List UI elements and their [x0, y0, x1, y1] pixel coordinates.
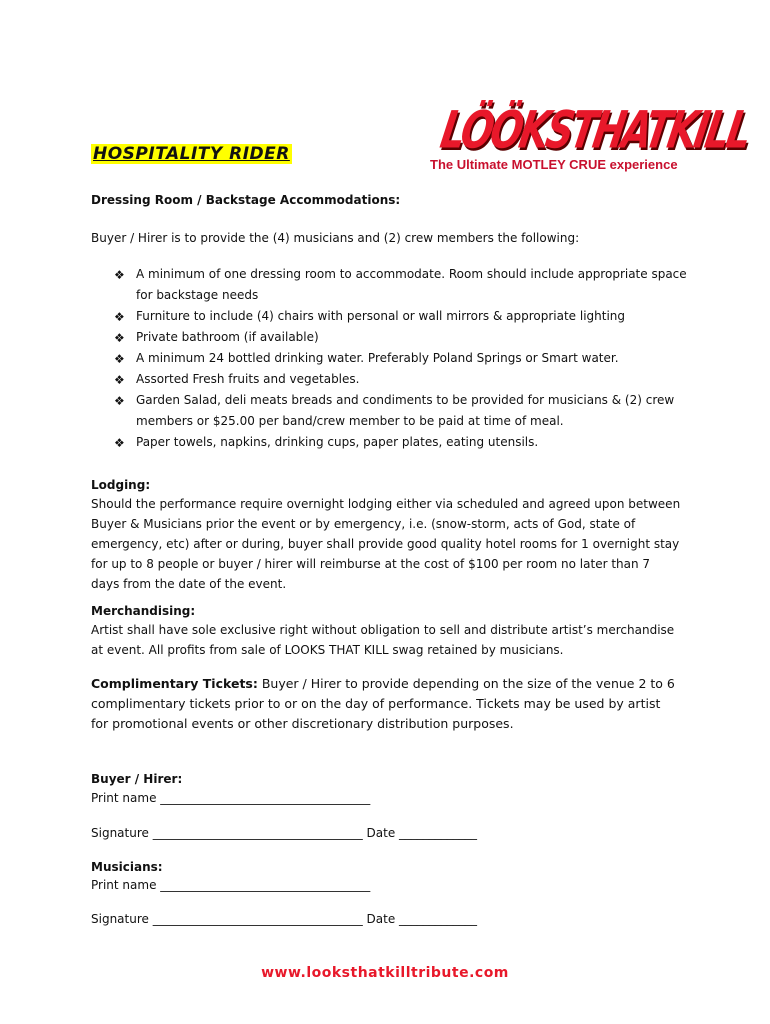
- list-item: ❖ Furniture to include (4) chairs with personal or wall mirrors & appropriate lighting: [114, 306, 694, 327]
- list-item: ❖ A minimum 24 bottled drinking water. Preferably Poland Springs or Smart water.: [114, 348, 694, 369]
- list-item: ❖ Paper towels, napkins, drinking cups, paper plates, eating utensils.: [114, 432, 694, 453]
- merch-body: Artist shall have sole exclusive right without obligation to sell and distribute artist’s merchandise at event. All profits from sale of LOOKS THAT KILL swag retained by musicians.: [91, 623, 675, 657]
- musicians-signature-line[interactable]: Signature ___________________________________ Date _____________: [91, 912, 478, 926]
- diamond-bullet-icon: ❖: [114, 310, 125, 324]
- band-logo: [430, 100, 754, 180]
- diamond-bullet-icon: ❖: [114, 352, 125, 366]
- merch-heading: Merchandising:: [91, 604, 196, 618]
- tickets-body: Buyer / Hirer to provide depending on the size of the venue 2 to 6 complimentary tickets prior to or on the day of performance. Tickets may be used by artist for promotional events or other discretionary distribution purposes.: [91, 676, 675, 731]
- diamond-bullet-icon: ❖: [114, 394, 125, 408]
- diamond-bullet-icon: ❖: [114, 436, 125, 450]
- website-link[interactable]: www.looksthatkilltribute.com: [261, 965, 509, 981]
- buyer-signature-line[interactable]: Signature ___________________________________ Date _____________: [91, 826, 478, 840]
- list-item: ❖ Assorted Fresh fruits and vegetables.: [114, 369, 694, 390]
- diamond-bullet-icon: ❖: [114, 331, 125, 345]
- musicians-heading: Musicians:: [91, 860, 163, 874]
- page-title: HOSPITALITY RIDER: [93, 144, 290, 164]
- list-item: ❖ Private bathroom (if available): [114, 327, 694, 348]
- musicians-print-name-line[interactable]: Print name ___________________________________: [91, 878, 371, 892]
- tickets-paragraph: [91, 674, 681, 734]
- logo-wordmark: LÖÖKSTHATKILL: [436, 100, 754, 160]
- dressing-intro: Buyer / Hirer is to provide the (4) musicians and (2) crew members the following:: [91, 231, 580, 245]
- diamond-bullet-icon: ❖: [114, 268, 125, 282]
- buyer-print-name-line[interactable]: Print name ___________________________________: [91, 791, 371, 805]
- lodging-body: Should the performance require overnight lodging either via scheduled and agreed upon between Buyer & Musicians prior the event or by emergency, i.e. (snow-storm, acts of God, state of emergency, etc) after or during, buyer shall provide good quality hotel rooms for 1 overnight stay for up to 8 people or buyer / hirer will reimburse at the cost of $100 per room no later than 7 days from the date of the event.: [91, 497, 681, 591]
- dressing-heading: Dressing Room / Backstage Accommodations:: [91, 193, 401, 207]
- lodging-heading: Lodging:: [91, 478, 151, 492]
- list-item: ❖ A minimum of one dressing room to accommodate. Room should include appropriate space for backstage needs: [114, 267, 687, 302]
- logo-tagline: The Ultimate MOTLEY CRUE experience: [430, 157, 678, 172]
- list-item: ❖ Garden Salad, deli meats breads and condiments to be provided for musicians & (2) crew members or $25.00 per band/crew member to be paid at time of meal.: [114, 393, 675, 428]
- diamond-bullet-icon: ❖: [114, 373, 125, 387]
- tickets-heading: Complimentary Tickets:: [91, 676, 258, 691]
- dressing-list: [114, 264, 694, 453]
- buyer-heading: Buyer / Hirer:: [91, 772, 183, 786]
